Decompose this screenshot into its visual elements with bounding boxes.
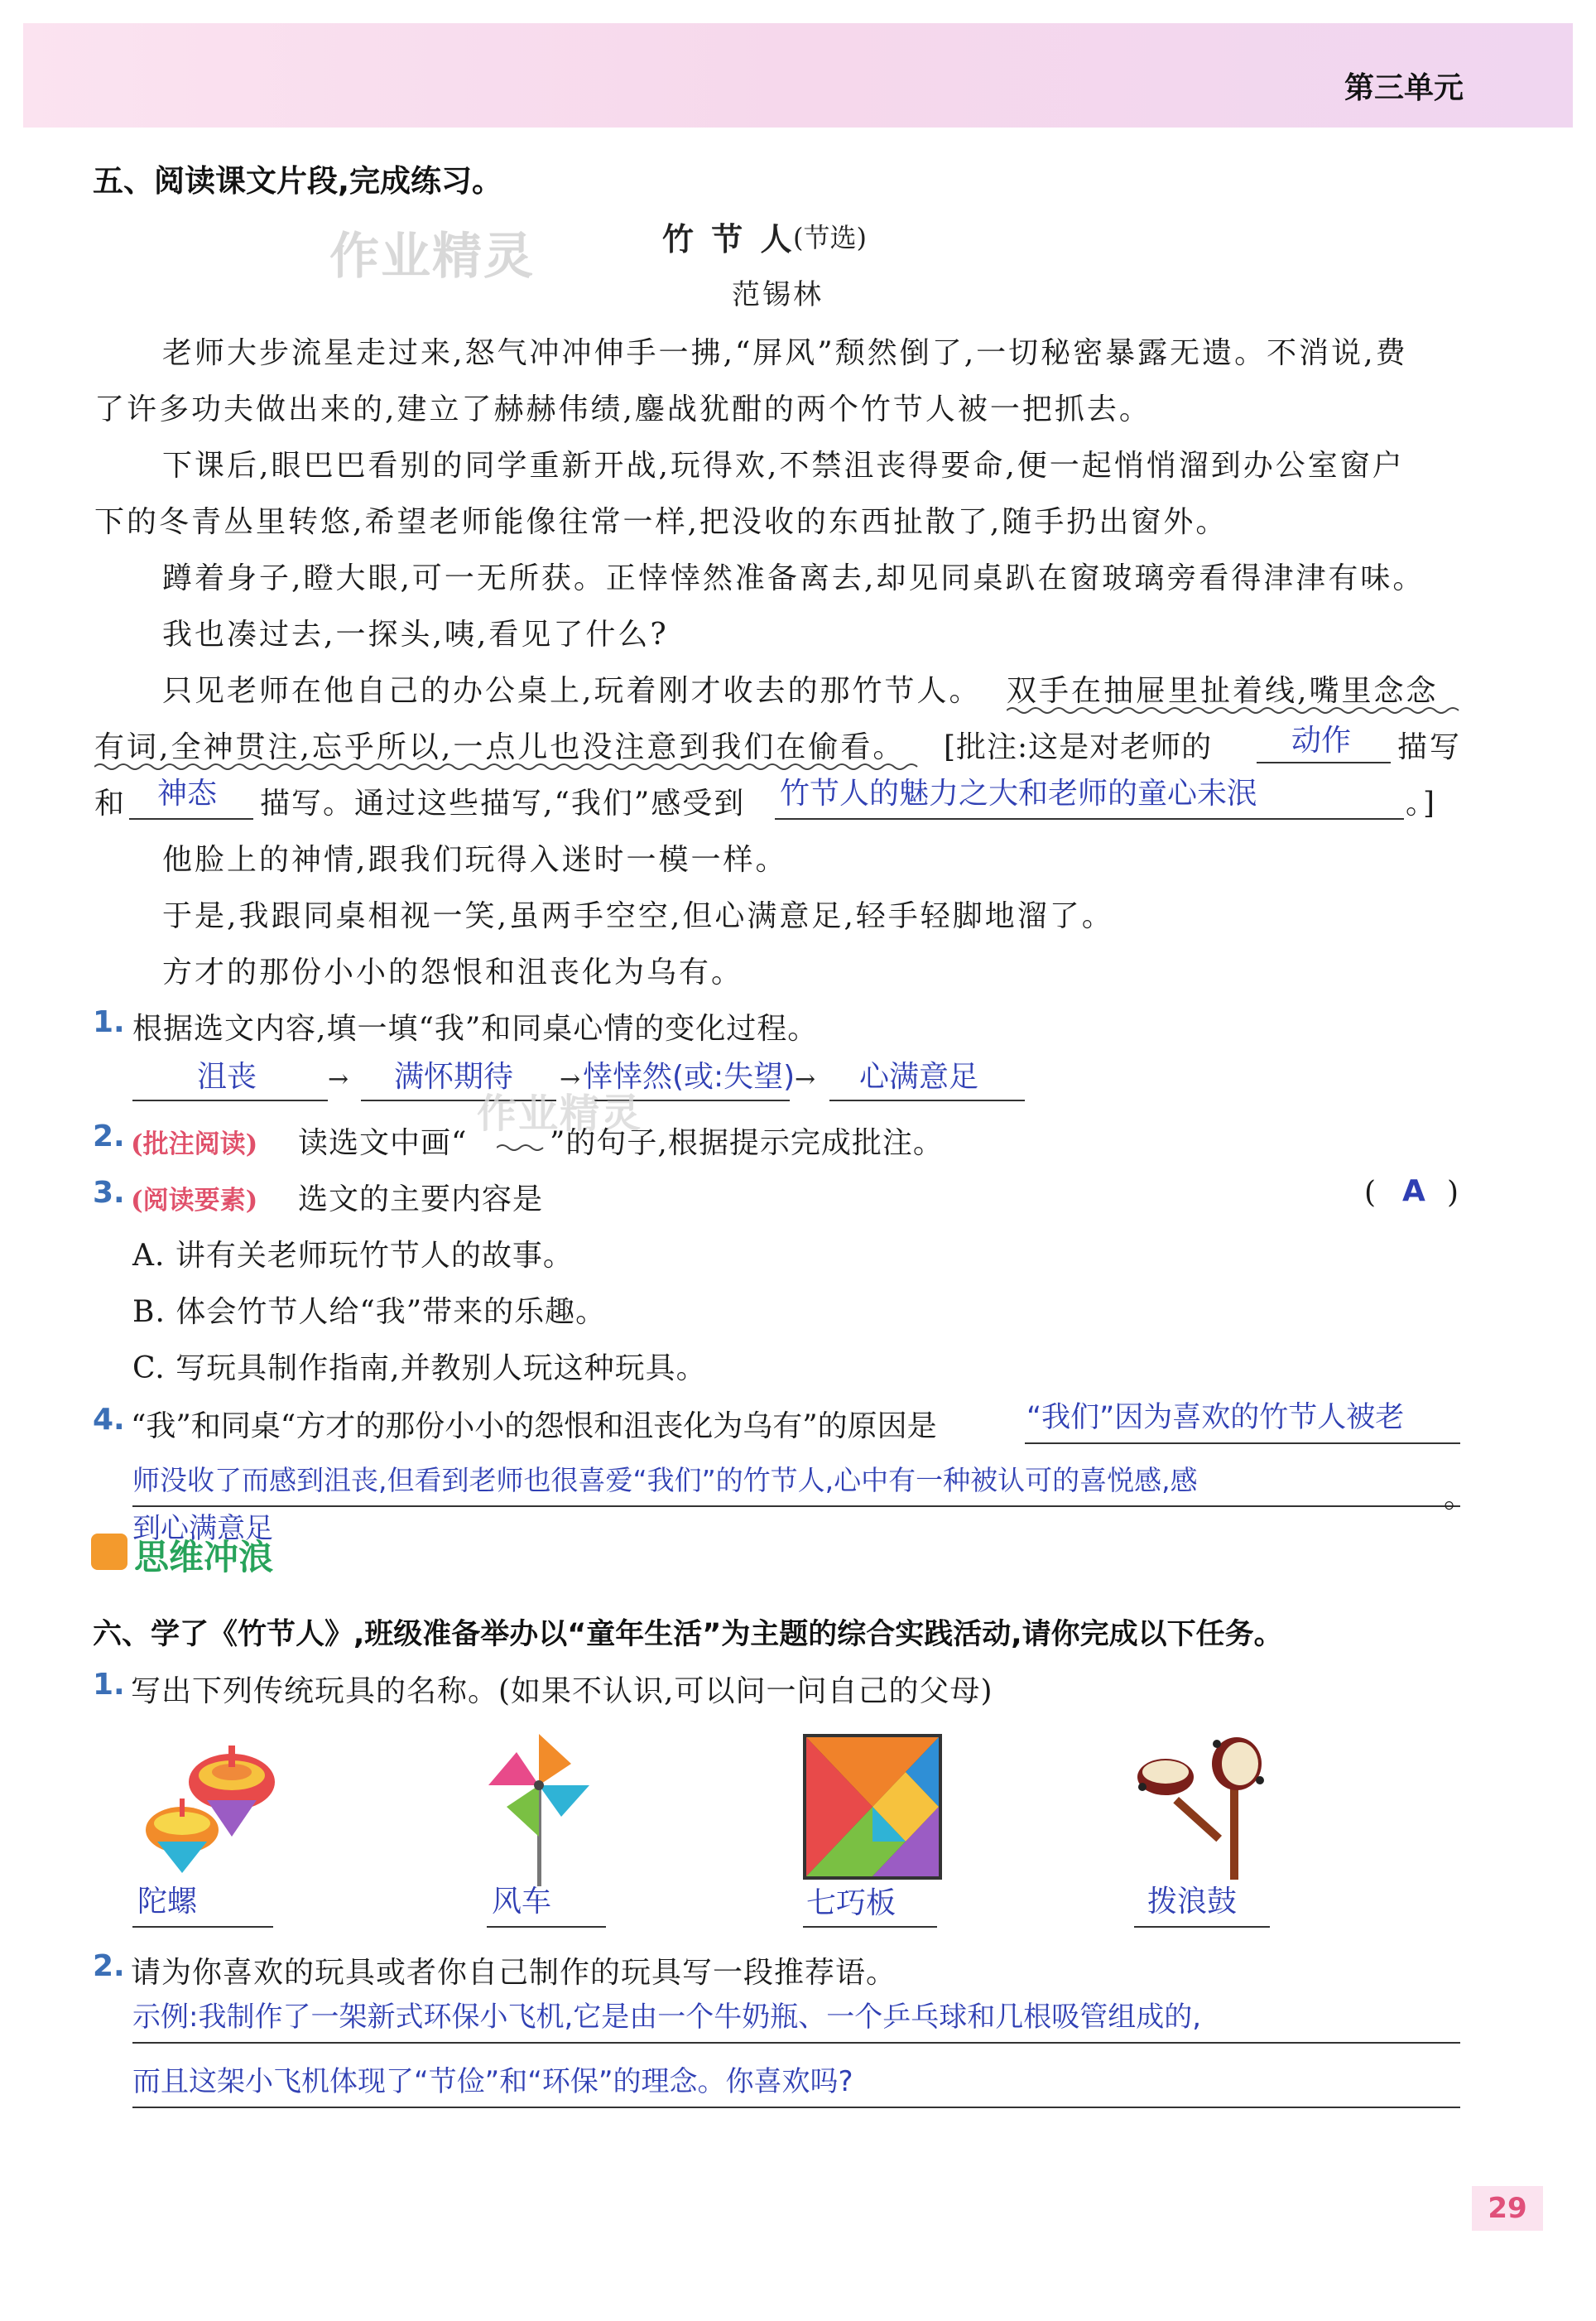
q1-blank-4[interactable] [829, 1100, 1025, 1101]
s6-q2-blank-2[interactable] [132, 2107, 1460, 2108]
paragraph-1b: 了许多功夫做出来的,建立了赫赫伟绩,鏖战犹酣的两个竹节人被一把抓去。 [94, 392, 1151, 426]
annotation-middle: 描写。通过这些描写,“我们”感受到 [260, 787, 746, 821]
blank-action[interactable] [1257, 762, 1391, 763]
section-6-heading: 六、学了《竹节人》,班级准备举办以“童年生活”为主题的综合实践活动,请你完成以下任务。 [93, 1618, 1283, 1651]
answer-action: 动作 [1291, 724, 1352, 758]
q1-blank-1[interactable] [132, 1100, 328, 1101]
q4-answer-2: 师没收了而感到沮丧,但看到老师也很喜爱“我们”的竹节人,心中有一种被认可的喜悦感,感 [132, 1464, 1198, 1496]
q3-answer: A [1402, 1174, 1425, 1208]
tangram-icon [803, 1734, 942, 1880]
q3-text: 选文的主要内容是 [298, 1182, 544, 1216]
s6-q2-number: 2. [93, 1949, 125, 1983]
q4-blank-1[interactable] [1025, 1442, 1460, 1444]
watermark-1: 作业精灵 [329, 228, 535, 286]
toy-blank-3[interactable] [803, 1926, 937, 1928]
q1-arrow-2: → [560, 1065, 581, 1094]
q4-text: “我”和同桌“方才的那份小小的怨恨和沮丧化为乌有”的原因是 [131, 1409, 937, 1443]
q2-wavy-sample [497, 1143, 545, 1153]
passage-title-note: (节选) [793, 222, 867, 253]
s6-q2-answer-1: 示例:我制作了一架新式环保小飞机,它是由一个牛奶瓶、一个乒乓球和几根吸管组成的, [132, 2001, 1202, 2034]
page-number: 29 [1472, 2186, 1543, 2231]
annotation-end: 。] [1406, 787, 1438, 821]
s6-q2-blank-1[interactable] [132, 2042, 1460, 2044]
watermark-2: 作业精灵 [477, 1091, 643, 1137]
q4-blank-2[interactable] [132, 1505, 1460, 1507]
q3-option-c[interactable]: C. 写玩具制作指南,并教别人玩这种玩具。 [132, 1351, 707, 1385]
s6-q1-number: 1. [93, 1668, 125, 1702]
q2-number: 2. [93, 1120, 125, 1153]
q2-tag: (批注阅读) [131, 1129, 258, 1159]
q3-option-b[interactable]: B. 体会竹节人给“我”带来的乐趣。 [132, 1295, 607, 1329]
paragraph-6: 他脸上的神情,跟我们玩得入迷时一模一样。 [162, 843, 788, 877]
paragraph-3: 蹲着身子,瞪大眼,可一无所获。正悻悻然准备离去,却见同桌趴在窗玻璃旁看得津津有味。 [162, 561, 1425, 595]
unit-title: 第三单元 [1344, 71, 1464, 105]
q2-pre: 读选文中画“ [298, 1126, 468, 1160]
q1-answer-3: 悻悻然(或:失望) [583, 1060, 796, 1094]
q3-tag: (阅读要素) [131, 1186, 258, 1216]
annotation-and: 和 [94, 787, 127, 821]
toy-name-2: 风车 [492, 1885, 552, 1919]
q4-number: 4. [93, 1403, 125, 1437]
q4-end-mark: 。 [1444, 1481, 1477, 1514]
q3-paren-open: ( [1364, 1176, 1379, 1210]
toy-name-1: 陀螺 [137, 1885, 198, 1919]
paragraph-1a: 老师大步流星走过来,怒气冲冲伸手一拂,“屏风”颓然倒了,一切秘密暴露无遗。不消说,费 [162, 336, 1408, 370]
passage-title: 竹 节 人 [662, 220, 796, 258]
passage-author: 范锡林 [732, 278, 824, 311]
s6-q1-text: 写出下列传统玩具的名称。(如果不认识,可以问一问自己的父母) [131, 1674, 993, 1708]
paragraph-5b-marked: 有词,全神贯注,忘乎所以,一点儿也没注意到我们在偷看。 [94, 730, 906, 764]
toy-blank-4[interactable] [1134, 1926, 1270, 1928]
paragraph-2a: 下课后,眼巴巴看别的同学重新开战,玩得欢,不禁沮丧得要命,便一起悄悄溜到办公室窗户 [162, 449, 1405, 483]
rattle-drum-icon [1131, 1727, 1296, 1885]
paragraph-7: 于是,我跟同桌相视一笑,虽两手空空,但心满意足,轻手轻脚地溜了。 [162, 899, 1114, 933]
q3-number: 3. [93, 1176, 125, 1210]
toy-blank-1[interactable] [132, 1926, 273, 1928]
pinwheel-icon [485, 1731, 593, 1888]
s6-q2-text: 请为你喜欢的玩具或者你自己制作的玩具写一段推荐语。 [131, 1956, 897, 1990]
blank-feeling[interactable] [775, 818, 1404, 820]
q1-arrow-1: → [328, 1065, 349, 1094]
paragraph-4: 我也凑过去,一探头,咦,看见了什么? [162, 618, 669, 652]
paragraph-2b: 下的冬青丛里转悠,希望老师能像往常一样,把没收的东西扯散了,随手扔出窗外。 [94, 505, 1228, 539]
answer-feeling: 竹节人的魅力之大和老师的童心未泯 [780, 777, 1257, 811]
q4-answer-3: 到心满意足 [132, 1512, 273, 1545]
q4-answer-1: “我们”因为喜欢的竹节人被老 [1026, 1401, 1405, 1434]
header-band [23, 23, 1573, 128]
spinning-top-icon [132, 1731, 290, 1880]
q1-arrow-3: → [795, 1065, 816, 1094]
section-5-heading: 五、阅读课文片段,完成练习。 [93, 163, 503, 199]
q1-number: 1. [93, 1005, 125, 1039]
q3-paren-close: ) [1447, 1176, 1462, 1210]
paragraph-8: 方才的那份小小的怨恨和沮丧化为乌有。 [162, 956, 744, 990]
annotation-prefix: [批注:这是对老师的 [944, 730, 1213, 764]
annotation-suffix: 描写 [1397, 730, 1463, 764]
paragraph-5a: 只见老师在他自己的办公桌上,玩着刚才收去的那竹节人。 [162, 674, 982, 708]
q2-post: ”的句子,根据提示完成批注。 [550, 1126, 944, 1160]
thinking-section-title: 思维冲浪 [134, 1537, 274, 1577]
q1-text: 根据选文内容,填一填“我”和同桌心情的变化过程。 [132, 1012, 819, 1046]
s6-q2-answer-2: 而且这架小飞机体现了“节俭”和“环保”的理念。你喜欢吗? [132, 2065, 853, 2098]
answer-expression: 神态 [157, 777, 218, 811]
toy-name-3: 七巧板 [806, 1886, 897, 1920]
q1-answer-2: 满怀期待 [394, 1060, 514, 1094]
blank-expression[interactable] [129, 818, 253, 820]
q1-answer-4: 心满意足 [859, 1060, 979, 1094]
paragraph-5a-marked: 双手在抽屉里扯着线,嘴里念念 [1007, 674, 1439, 708]
thinking-section-icon [91, 1534, 127, 1570]
toy-name-4: 拨浪鼓 [1147, 1885, 1238, 1919]
wavy-underline-1 [1007, 705, 1460, 715]
q3-option-a[interactable]: A. 讲有关老师玩竹节人的故事。 [132, 1239, 574, 1273]
toy-blank-2[interactable] [487, 1926, 606, 1928]
q1-answer-1: 沮丧 [197, 1060, 257, 1094]
